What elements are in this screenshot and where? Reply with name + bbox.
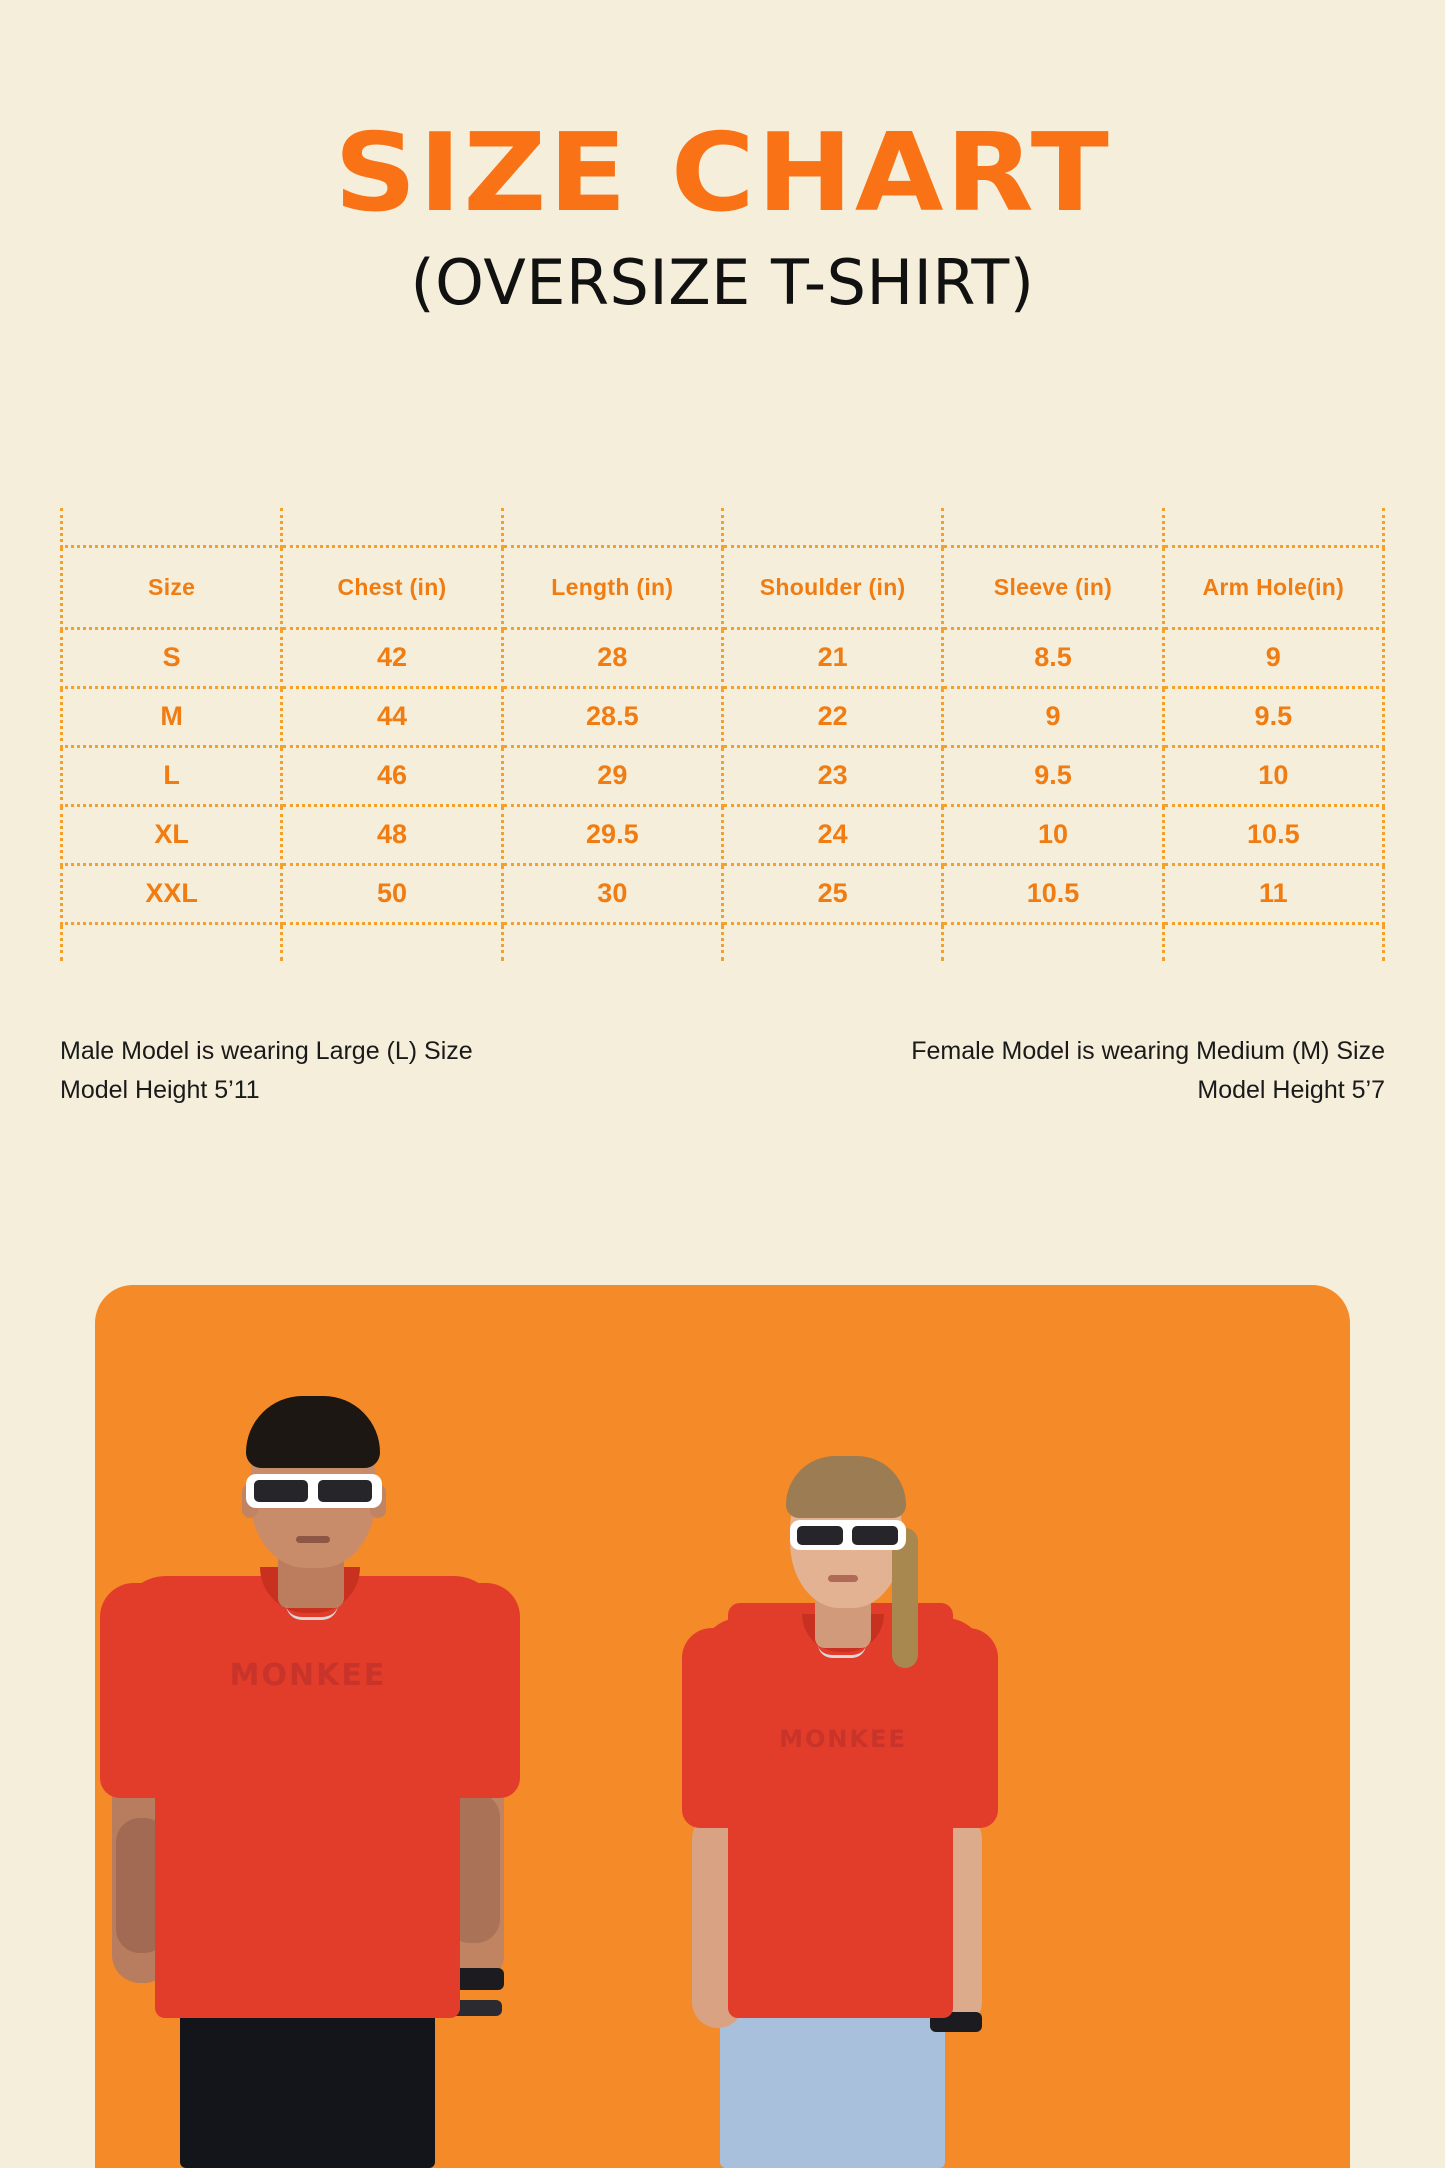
female-hair — [786, 1456, 906, 1518]
column-header-shoulder: Shoulder (in) — [722, 546, 942, 628]
female-model-height-text: Model Height 5’7 — [1197, 1075, 1385, 1104]
male-sunglasses-left-lens — [254, 1480, 308, 1502]
spacer-cell — [502, 923, 722, 961]
spacer-cell — [282, 923, 502, 961]
cell-chest: 46 — [282, 746, 502, 805]
table-header-row — [62, 546, 1384, 628]
cell-armhole: 9 — [1163, 628, 1383, 687]
table-row — [62, 805, 1384, 864]
female-necklace — [818, 1644, 866, 1658]
cell-length: 30 — [502, 864, 722, 923]
female-sunglasses-left-lens — [797, 1526, 843, 1545]
column-header-armhole: Arm Hole(in) — [1163, 546, 1383, 628]
table-body — [62, 628, 1384, 961]
female-model-size-text: Female Model is wearing Medium (M) Size — [911, 1037, 1385, 1065]
cell-shoulder: 24 — [722, 805, 942, 864]
page-title: SIZE CHART — [334, 111, 1111, 236]
spacer-cell — [1163, 508, 1383, 546]
cell-chest: 44 — [282, 687, 502, 746]
spacer-cell — [943, 923, 1163, 961]
cell-length: 29 — [502, 746, 722, 805]
spacer-cell — [722, 923, 942, 961]
table-spacer-row-top — [62, 508, 1384, 546]
cell-sleeve: 10 — [943, 805, 1163, 864]
cell-shoulder: 25 — [722, 864, 942, 923]
spacer-cell — [62, 508, 282, 546]
cell-length: 29.5 — [502, 805, 722, 864]
male-necklace — [286, 1604, 338, 1620]
spacer-cell — [1163, 923, 1383, 961]
size-table — [60, 508, 1385, 961]
female-sunglasses-right-lens — [852, 1526, 898, 1545]
table-row — [62, 687, 1384, 746]
cell-size: XL — [62, 805, 282, 864]
spacer-cell — [722, 508, 942, 546]
cell-armhole: 10 — [1163, 746, 1383, 805]
table-row — [62, 864, 1384, 923]
cell-armhole: 10.5 — [1163, 805, 1383, 864]
cell-size: M — [62, 687, 282, 746]
male-mouth — [296, 1536, 330, 1543]
cell-size: S — [62, 628, 282, 687]
spacer-cell — [282, 508, 502, 546]
cell-sleeve: 10.5 — [943, 864, 1163, 923]
size-table-wrapper — [60, 508, 1385, 961]
cell-armhole: 11 — [1163, 864, 1383, 923]
cell-chest: 50 — [282, 864, 502, 923]
cell-sleeve: 8.5 — [943, 628, 1163, 687]
female-model-photo — [600, 1090, 1070, 2168]
models-photo-area — [0, 1090, 1445, 2168]
cell-size: XXL — [62, 864, 282, 923]
cell-size: L — [62, 746, 282, 805]
table-header — [62, 508, 1384, 628]
female-mouth — [828, 1575, 858, 1582]
column-header-length: Length (in) — [502, 546, 722, 628]
male-hair — [246, 1396, 380, 1468]
cell-shoulder: 21 — [722, 628, 942, 687]
male-model-height-text: Model Height 5’11 — [60, 1075, 260, 1104]
table-row — [62, 746, 1384, 805]
spacer-cell — [62, 923, 282, 961]
column-header-chest: Chest (in) — [282, 546, 502, 628]
male-sunglasses-right-lens — [318, 1480, 372, 1502]
cell-armhole: 9.5 — [1163, 687, 1383, 746]
cell-sleeve: 9.5 — [943, 746, 1163, 805]
header — [0, 111, 1445, 319]
column-header-size: Size — [62, 546, 282, 628]
column-header-sleeve: Sleeve (in) — [943, 546, 1163, 628]
cell-sleeve: 9 — [943, 687, 1163, 746]
cell-shoulder: 22 — [722, 687, 942, 746]
cell-length: 28.5 — [502, 687, 722, 746]
female-tshirt-brand-print: MONKEE — [779, 1725, 907, 1753]
male-model-size-text: Male Model is wearing Large (L) Size — [60, 1037, 473, 1065]
page-subtitle: (OVERSIZE T-SHIRT) — [410, 246, 1035, 319]
cell-chest: 48 — [282, 805, 502, 864]
male-tshirt-brand-print: MONKEE — [229, 1658, 387, 1693]
cell-shoulder: 23 — [722, 746, 942, 805]
male-model-photo — [60, 1090, 580, 2168]
cell-chest: 42 — [282, 628, 502, 687]
table-row — [62, 628, 1384, 687]
spacer-cell — [943, 508, 1163, 546]
cell-length: 28 — [502, 628, 722, 687]
female-jeans — [720, 1998, 945, 2168]
spacer-cell — [502, 508, 722, 546]
table-spacer-row-bottom — [62, 923, 1384, 961]
